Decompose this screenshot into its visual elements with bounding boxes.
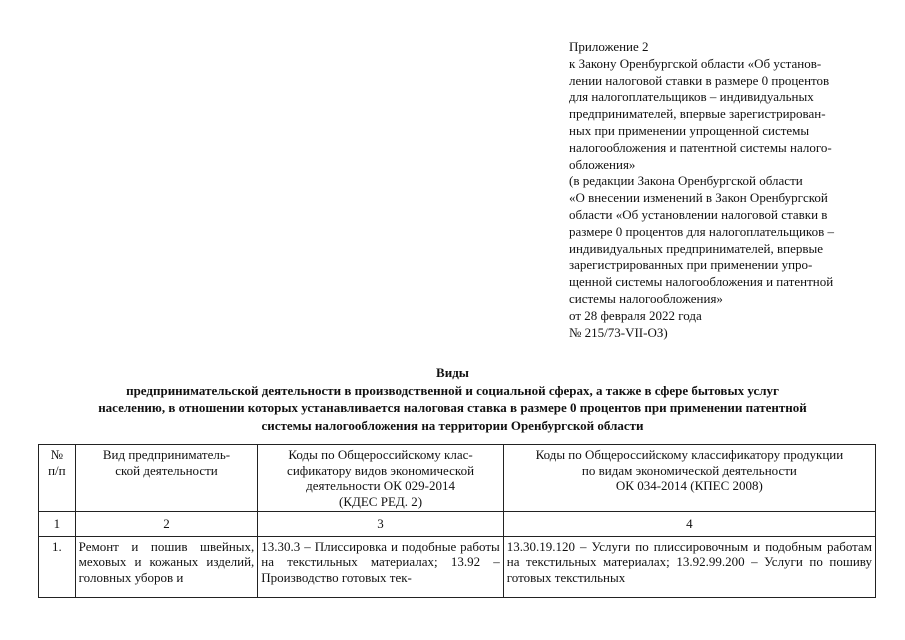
- title-line-3: населению, в отношении которых устанавливается налоговая ставка в размере 0 процентов при применении патентной: [98, 400, 807, 415]
- appendix-line: области «Об установлении налоговой ставки в: [569, 206, 828, 222]
- appendix-line: зарегистрированных при применении упро-: [569, 257, 813, 273]
- appendix-line: индивидуальных предпринимателей, впервые: [569, 240, 824, 256]
- appendix-line: «О внесении изменений в Закон Оренбургской: [569, 190, 828, 206]
- column-number: 2: [75, 512, 258, 537]
- header-line: сификатору видов экономической: [287, 462, 475, 478]
- header-line: п/п: [48, 462, 66, 478]
- title-line-1: Виды: [436, 365, 469, 380]
- header-line: деятельности ОК 029-2014: [306, 478, 455, 493]
- document-title: [20, 364, 885, 434]
- appendix-line: размере 0 процентов для налогоплательщиков –: [569, 223, 834, 239]
- header-activity: [75, 445, 258, 512]
- header-okved: [258, 445, 504, 512]
- header-line: №: [50, 447, 64, 462]
- appendix-date: от 28 февраля 2022 года: [569, 307, 702, 323]
- appendix-line: ных при применении упрощенной системы: [569, 122, 810, 138]
- table-row: [39, 536, 876, 597]
- appendix-block: [569, 39, 876, 341]
- row-index: 1.: [39, 536, 76, 597]
- activities-table: [38, 444, 876, 598]
- header-line: ской деятельности: [115, 462, 218, 478]
- column-number: 3: [258, 512, 504, 537]
- appendix-line: для налогоплательщиков – индивидуальных: [569, 89, 814, 105]
- header-line: Вид предприниматель-: [102, 447, 231, 462]
- header-line: (КДЕС РЕД. 2): [338, 493, 423, 509]
- row-okpd: 13.30.19.120 – Услуги по плиссировочным и подобным работам на текстильных материалах; 13.92.99.200 – Услуги по пошиву готовых текстильных: [503, 536, 875, 597]
- column-number: 4: [503, 512, 875, 537]
- appendix-line: к Закону Оренбургской области «Об установ-: [569, 55, 822, 71]
- row-okved: 13.30.3 – Плиссировка и подобные работы на текстильных материалах; 13.92 – Производство готовых тек-: [258, 536, 504, 597]
- row-activity: Ремонт и пошив швейных, меховых и кожаных изделий, головных уборов и: [75, 536, 258, 597]
- appendix-line: налогообложения и патентной системы налого-: [569, 139, 832, 155]
- table-header-row: [39, 445, 876, 512]
- header-line: ОК 034-2014 (КПЕС 2008): [615, 478, 763, 493]
- title-line-2: предпринимательской деятельности в производственной и социальной сферах, а также в сфере бытовых услуг: [126, 382, 779, 398]
- header-number: [39, 445, 76, 512]
- column-number: 1: [39, 512, 76, 537]
- appendix-paragraph-law: [569, 56, 876, 174]
- appendix-line: щенной системы налогообложения и патентной: [569, 274, 834, 290]
- appendix-line: обложения»: [569, 156, 636, 172]
- appendix-number: № 215/73-VII-ОЗ): [569, 324, 668, 340]
- appendix-paragraph-edition: [569, 173, 876, 307]
- header-line: по видам экономической деятельности: [581, 462, 797, 478]
- appendix-line: лении налоговой ставки в размере 0 процентов: [569, 72, 830, 88]
- appendix-line: системы налогообложения»: [569, 290, 723, 306]
- appendix-line: (в редакции Закона Оренбургской области: [569, 173, 803, 189]
- header-okpd: [503, 445, 875, 512]
- header-line: Коды по Общероссийскому классификатору продукции: [535, 447, 844, 462]
- appendix-heading: Приложение 2: [569, 39, 649, 54]
- appendix-line: предпринимателей, впервые зарегистрирован-: [569, 106, 826, 122]
- header-line: Коды по Общероссийскому клас-: [288, 447, 473, 462]
- column-number-row: [39, 512, 876, 537]
- title-line-4: системы налогообложения на территории Оренбургской области: [261, 417, 644, 433]
